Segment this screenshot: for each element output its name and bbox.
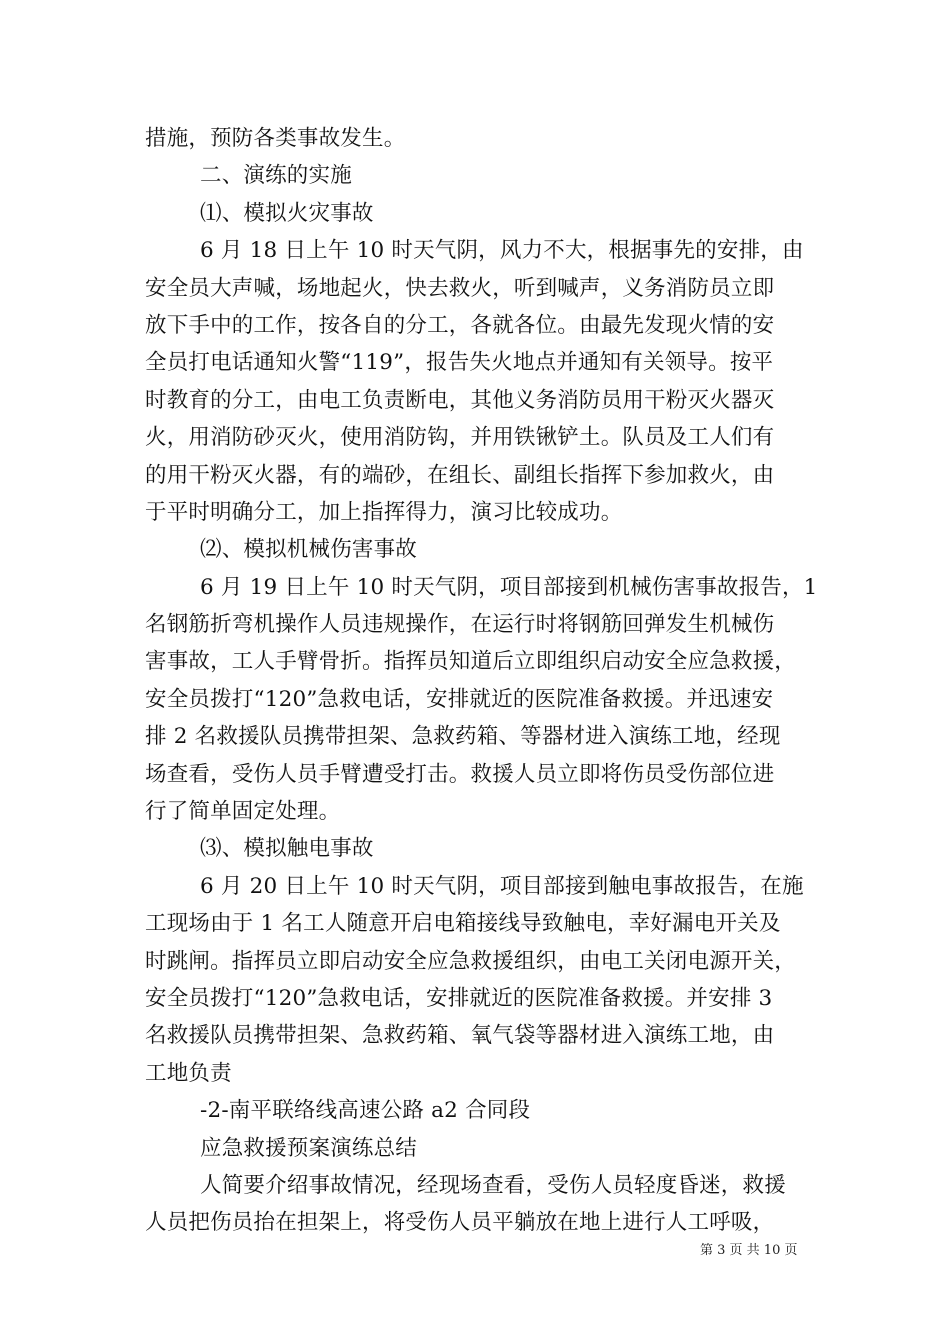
text-line: 安全员拨打“120”急救电话，安排就近的医院准备救援。并安排 3 bbox=[145, 985, 773, 1011]
text-line: 人简要介绍事故情况，经现场查看，受伤人员轻度昏迷，救援 bbox=[200, 1172, 786, 1198]
text-line: 放下手中的工作，按各自的分工，各就各位。由最先发现火情的安 bbox=[145, 312, 775, 338]
subsection-heading: ⑶、模拟触电事故 bbox=[200, 836, 374, 862]
text-line: 于平时明确分工，加上指挥得力，演习比较成功。 bbox=[145, 499, 623, 525]
document-title-text: 应急救援预案演练总结 bbox=[200, 1135, 418, 1161]
page-number-footer: 第 3 页 共 10 页 bbox=[700, 1243, 798, 1258]
text-line: 工地负责 bbox=[145, 1060, 232, 1086]
text-line: 6 月 19 日上午 10 时天气阴，项目部接到机械伤害事故报告，1 bbox=[200, 574, 818, 600]
text-line: 场查看，受伤人员手臂遭受打击。救援人员立即将伤员受伤部位进 bbox=[145, 761, 775, 787]
text-line: 火，用消防砂灭火，使用消防钩，并用铁锹铲土。队员及工人们有 bbox=[145, 425, 775, 451]
text-line: 人员把伤员抬在担架上，将受伤人员平躺放在地上进行人工呼吸， bbox=[145, 1210, 775, 1236]
text-line: 名钢筋折弯机操作人员违规操作，在运行时将钢筋回弹发生机械伤 bbox=[145, 612, 775, 638]
text-line: 时跳闸。指挥员立即启动安全应急救援组织，由电工关闭电源开关， bbox=[145, 948, 797, 974]
text-line: 时教育的分工，由电工负责断电，其他义务消防员用干粉灭火器灭 bbox=[145, 387, 775, 413]
text-line: 工现场由于 1 名工人随意开启电箱接线导致触电，幸好漏电开关及 bbox=[145, 911, 781, 937]
running-header-text: -2-南平联络线高速公路 a2 合同段 bbox=[200, 1098, 531, 1124]
section-heading: 二、演练的实施 bbox=[200, 163, 352, 189]
text-line: 安全员大声喊，场地起火，快去救火，听到喊声，义务消防员立即 bbox=[145, 275, 775, 301]
text-line: 的用干粉灭火器，有的端砂，在组长、副组长指挥下参加救火，由 bbox=[145, 462, 775, 488]
text-line: 措施，预防各类事故发生。 bbox=[145, 126, 406, 151]
text-line: 全员打电话通知火警“119”，报告失火地点并通知有关领导。按平 bbox=[145, 350, 774, 376]
text-line: 害事故，工人手臂骨折。指挥员知道后立即组织启动安全应急救援， bbox=[145, 649, 797, 675]
text-line: 排 2 名救援队员携带担架、急救药箱、等器材进入演练工地，经现 bbox=[145, 724, 781, 750]
text-line: 6 月 18 日上午 10 时天气阴，风力不大，根据事先的安排，由 bbox=[200, 238, 804, 264]
text-line: 6 月 20 日上午 10 时天气阴，项目部接到触电事故报告，在施 bbox=[200, 873, 804, 899]
document-body bbox=[145, 120, 825, 1242]
text-line: 名救援队员携带担架、急救药箱、氧气袋等器材进入演练工地，由 bbox=[145, 1023, 775, 1049]
text-line: 安全员拨打“120”急救电话，安排就近的医院准备救援。并迅速安 bbox=[145, 686, 774, 712]
text-line: 行了简单固定处理。 bbox=[145, 799, 341, 825]
subsection-heading: ⑴、模拟火灾事故 bbox=[200, 200, 374, 226]
subsection-heading: ⑵、模拟机械伤害事故 bbox=[200, 537, 418, 563]
